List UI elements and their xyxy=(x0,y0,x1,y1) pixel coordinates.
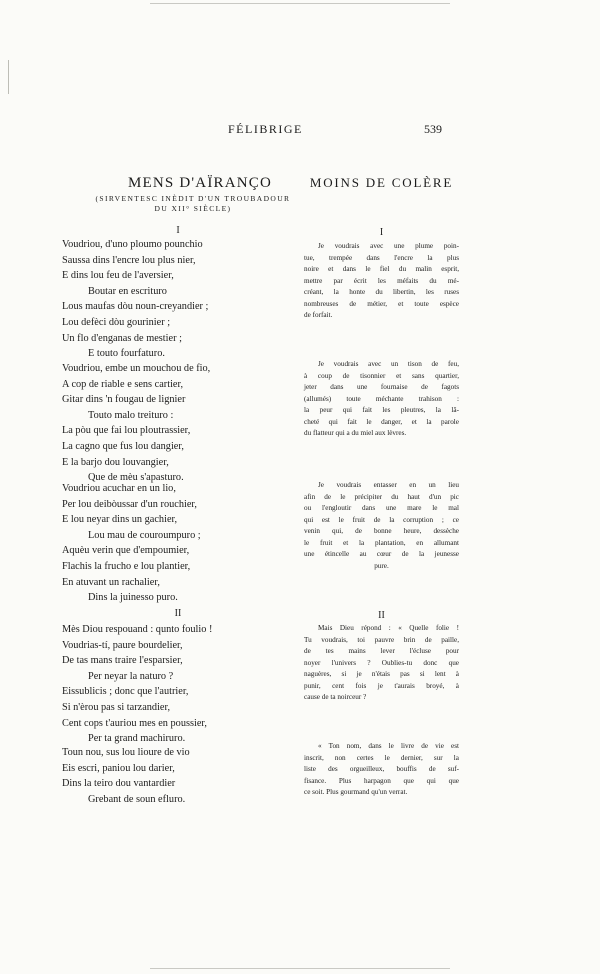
stanza xyxy=(62,622,294,747)
verse: Que de mèu s'apasturo. xyxy=(88,472,184,484)
verse: Dins la juinesso puro. xyxy=(88,592,178,604)
paragraph-line: pure. xyxy=(374,561,389,570)
verse: Cent cops t'auriou mes en poussier, xyxy=(62,717,208,729)
paragraph-line: la peur qui fait les pleutres, la lâ- xyxy=(304,406,459,414)
paragraph-line: Je voudrais entasser en un lieu xyxy=(318,481,459,489)
poem-title: MENS D'AÏRANÇO xyxy=(127,175,273,191)
verse: Si n'èrou pas si tarzandier, xyxy=(62,701,171,713)
bottom-edge-rule xyxy=(150,968,450,969)
section-number: I xyxy=(379,227,384,238)
paragraph-line: cheté qui fait le danger, et la parole xyxy=(304,417,459,426)
paragraph-line: de tes mains lever l'écluse pour xyxy=(304,647,459,655)
verse: Voudriou, d'uno ploumo pounchio xyxy=(62,239,203,250)
paragraph-line: Mais Dieu répond : « Quelle folie ! xyxy=(318,624,459,632)
verse: La cagno que fus lou dangier, xyxy=(62,440,184,452)
verse: Boutar en escrituro xyxy=(88,285,167,297)
margin-mark xyxy=(8,60,9,94)
translation-title: MOINS DE COLÈRE xyxy=(309,175,454,190)
poem-subtitle-line: (SIRVENTESC INÈDIT D'UN TROUBADOUR xyxy=(95,194,291,203)
stanza xyxy=(62,361,294,486)
verse: Touto malo treituro : xyxy=(88,409,174,421)
verse: Lous maufas dòu noun-creyandier ; xyxy=(62,301,209,313)
poem-column xyxy=(62,175,294,805)
verse: Aquèu verin que d'empoumier, xyxy=(62,545,190,557)
stanza xyxy=(62,745,294,807)
verse: E lou neyar dins un gachier, xyxy=(62,514,178,526)
stanza xyxy=(62,481,294,606)
paragraph-line: fisance. Plus harpagon que qui que xyxy=(304,776,459,785)
section-number: II xyxy=(174,608,182,619)
paragraph-line: noyer l'univers ? Oublies-tu donc que xyxy=(304,658,459,667)
verse: Eis escri, paniou lou darier, xyxy=(62,762,175,774)
paragraph xyxy=(304,241,459,322)
paragraph-line: le fruit et la plantation, en allumant xyxy=(304,538,459,547)
verse: E la barjo dou louvangier, xyxy=(62,456,169,468)
paragraph-line: cause de ta noirceur ? xyxy=(304,693,367,701)
paragraph-line: punir, cent fois je t'aurais broyé, à xyxy=(304,681,459,690)
verse: Un flo d'enganas de mestier ; xyxy=(62,332,182,344)
page-number: 539 xyxy=(424,122,442,136)
paragraph-line: de forfait. xyxy=(304,311,333,319)
top-edge-rule xyxy=(150,3,450,4)
verse: Lou mau de couroumpuro ; xyxy=(88,529,201,541)
paragraph-line: « Ton nom, dans le livre de vie est xyxy=(318,742,459,750)
verse: Per lou deibòussar d'un rouchier, xyxy=(62,498,197,510)
verse: Voudriou, embe un mouchou de fio, xyxy=(62,363,211,374)
verse: E dins lou feu de l'aversier, xyxy=(62,270,174,282)
paragraph xyxy=(304,741,459,799)
paragraph-line: qui est le fruit de la corruption ; ce xyxy=(304,515,459,524)
verse: Lou defèci dòu gourinier ; xyxy=(62,316,171,328)
paragraph xyxy=(304,359,459,440)
verse: Per neyar la naturo ? xyxy=(88,670,174,682)
verse: Voudriou acuchar en un lio, xyxy=(62,483,176,494)
verse: Mès Diou respouand : qunto foulio ! xyxy=(62,624,213,635)
paragraph xyxy=(304,480,459,572)
verse: La pòu que fai lou ploutrassier, xyxy=(62,425,191,437)
paragraph-line: jeter dans une fournaise de fagots xyxy=(304,383,459,391)
verse: E touto fourfaturo. xyxy=(88,348,165,360)
translation-column xyxy=(304,175,459,796)
paragraph-line: nombreuses de métier, et toute espèce xyxy=(304,299,459,308)
paragraph-line: créant, la honte du libertin, les ruses xyxy=(304,288,459,296)
paragraph-line: tue, trempée dans l'encre la plus xyxy=(304,253,459,262)
paragraph-line: ce soit. Plus gourmand qu'un verrat. xyxy=(304,788,408,796)
paragraph-line: Je voudrais avec un tison de feu, xyxy=(318,360,459,368)
verse: A cop de riable e sens cartier, xyxy=(62,378,184,390)
section-number: II xyxy=(378,610,385,621)
verse: Per ta grand machiruro. xyxy=(88,733,186,745)
section-number: I xyxy=(176,225,180,236)
paragraph-line: Tu voudrais, toi pauvre brin de paille, xyxy=(304,635,459,644)
verse: Gitar dins 'n fougau de lignier xyxy=(62,394,186,406)
paragraph-line: naguères, si je n'étais pas si lent à xyxy=(304,670,459,678)
verse: Dins la teiro dou vantardier xyxy=(62,778,176,790)
paragraph-line: une étincelle au cœur de la jeunesse xyxy=(304,550,459,558)
poem-subtitle-line: DU XII° SIÈCLE) xyxy=(154,204,232,213)
running-head: FÉLIBRIGE xyxy=(228,122,303,136)
verse: Eissublicis ; donc que l'autrier, xyxy=(62,686,189,698)
verse: Flachis la frucho e lou plantier, xyxy=(62,560,191,572)
paragraph-line: Je voudrais avec une plume poin- xyxy=(318,242,459,250)
paragraph-line: (allumés) toute méchante trahison : xyxy=(304,394,459,403)
verse: Toun nou, sus lou lioure de vio xyxy=(62,747,190,758)
verse: Saussa dins l'encre lou plus nier, xyxy=(62,254,196,266)
verse: Grebant de soun efluro. xyxy=(88,793,186,805)
paragraph-line: à coup de tisonnier et sans quartier, xyxy=(304,371,459,380)
stanza xyxy=(62,237,294,362)
paragraph-line: inscrit, non certes le dernier, sur la xyxy=(304,753,459,762)
page-header xyxy=(0,122,600,138)
verse: En atuvant un rachalier, xyxy=(62,576,160,588)
verse: Voudrias-tí, paure bourdelier, xyxy=(62,639,183,651)
paragraph-line: noire et dans le fiel du malin esprit, xyxy=(304,265,459,273)
paragraph-line: liste des orgueilleux, bouffis de suf- xyxy=(304,765,459,773)
paragraph-line: afin de le précipiter du haut d'un pic xyxy=(304,492,459,501)
paragraph-line: venin qui, de bonne heure, dessèche xyxy=(304,527,459,535)
poem-subtitle xyxy=(92,194,294,214)
paragraph-line: mettre par écrit les méfaits du mé- xyxy=(304,276,459,285)
verse: De tas mans traire l'esparsier, xyxy=(62,655,183,667)
paragraph-line: du flatteur qui a du miel aux lèvres. xyxy=(304,429,407,437)
paragraph xyxy=(304,623,459,704)
paragraph-line: ou l'engloutir dans une mare le mal xyxy=(304,504,459,512)
